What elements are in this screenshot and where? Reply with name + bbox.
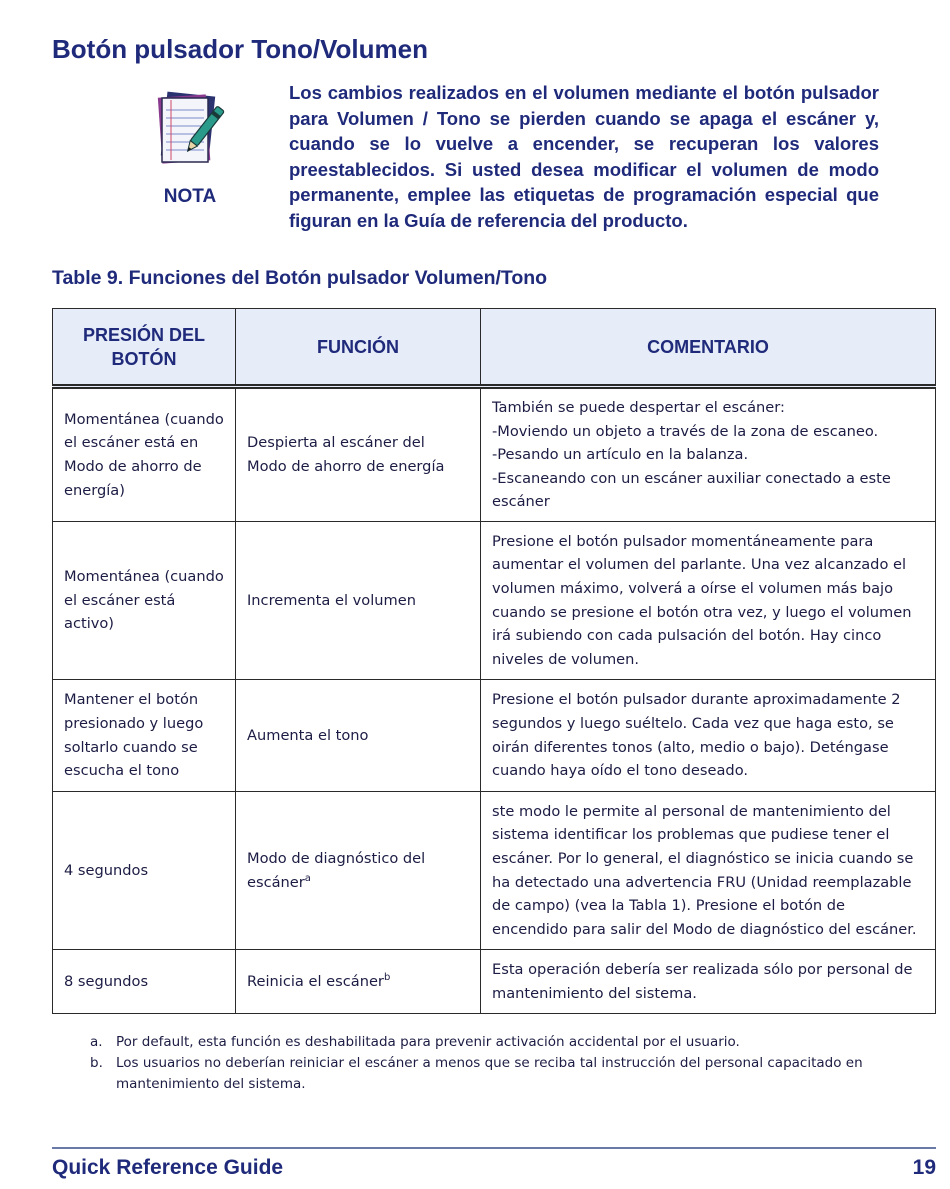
functions-table — [52, 308, 936, 1014]
header-comment: COMENTARIO — [481, 309, 936, 387]
header-press: PRESIÓN DEL BOTÓN — [53, 309, 236, 387]
table-row — [53, 792, 936, 950]
page-number: 19 — [912, 1156, 936, 1179]
press-cell: Mantener el botón presionado y luego soltarlo cuando se escucha el tono — [53, 680, 236, 792]
comment-line: Presione el botón pulsador durante aproximadamente 2 segundos y luego suéltelo. Cada vez que haga esto, se oirán diferentes tonos (alto, medio o bajo). Deténgase cuando haya oído el tono deseado. — [492, 691, 901, 780]
notepad-pen-icon — [150, 88, 230, 172]
comment-cell — [481, 522, 936, 680]
table-caption: Table 9. Funciones del Botón pulsador Volumen/Tono — [52, 267, 548, 289]
footnote — [90, 1032, 910, 1053]
function-cell — [236, 792, 481, 950]
press-cell: Momentánea (cuando el escáner está en Modo de ahorro de energía) — [53, 387, 236, 522]
comment-line: ste modo le permite al personal de mantenimiento del sistema identificar los problemas que pudiese tener el escáner. Por lo general, el diagnóstico se inicia cuando se ha detectado una advertencia FRU (Unidad reemplazable de campo) (vea la Tabla 1). Presione el botón de encendido para salir del Modo de diagnóstico del escáner. — [492, 802, 917, 938]
footnote-text: Por default, esta función es deshabilitada para prevenir activación accidental por el usuario. — [116, 1034, 740, 1050]
footnote-mark: a. — [90, 1034, 103, 1050]
function-text: Aumenta el tono — [247, 726, 369, 744]
note-text: Los cambios realizados en el volumen mediante el botón pulsador para Volumen / Tono se pierden cuando se apaga el escáner y, cuando se lo vuelve a encender, se recuperan los valores preestablecidos. Si usted desea modificar el volumen de modo permanente, emplee las etiquetas de programación especial que figuran en la Guía de referencia del producto. — [289, 82, 879, 231]
footer-title: Quick Reference Guide — [52, 1156, 284, 1179]
comment-line: -Moviendo un objeto a través de la zona de escaneo. — [492, 422, 879, 440]
comment-line: También se puede despertar el escáner: — [492, 399, 785, 417]
table-row — [53, 522, 936, 680]
note-label: NOTA — [163, 186, 217, 207]
footnote-ref: b — [383, 971, 391, 983]
function-text: Despierta al escáner del Modo de ahorro de energía — [247, 434, 445, 475]
function-text: Modo de diagnóstico del escáner — [247, 849, 426, 891]
section-title: Botón pulsador Tono/Volumen — [52, 34, 428, 64]
comment-cell — [481, 792, 936, 950]
comment-cell — [481, 387, 936, 522]
comment-line: Presione el botón pulsador momentáneamente para aumentar el volumen del parlante. Una vez alcanzado el volumen máximo, volverá a oírse el volumen más bajo cuando se presione el botón otra vez, y luego el volumen irá subiendo con cada pulsación del botón. Hay cinco niveles de volumen. — [492, 532, 912, 668]
table-row — [53, 387, 936, 522]
table-row — [53, 950, 936, 1014]
header-function: FUNCIÓN — [236, 309, 481, 387]
comment-cell — [481, 950, 936, 1014]
footnote-mark: b. — [90, 1055, 103, 1071]
function-text: Incrementa el volumen — [247, 591, 416, 609]
footnote-text: Los usuarios no deberían reiniciar el escáner a menos que se reciba tal instrucción del personal capacitado en mantenimiento del sistema. — [116, 1055, 863, 1092]
footnote — [90, 1053, 910, 1095]
function-text: Reinicia el escáner — [247, 972, 384, 990]
comment-line: -Escaneando con un escáner auxiliar conectado a este escáner — [492, 469, 891, 511]
footnotes — [90, 1032, 910, 1095]
press-cell: 4 segundos — [53, 792, 236, 950]
comment-line: Esta operación debería ser realizada sólo por personal de mantenimiento del sistema. — [492, 960, 913, 1002]
table-header-row — [53, 309, 936, 387]
table-row — [53, 680, 936, 792]
press-cell: Momentánea (cuando el escáner está activo) — [53, 522, 236, 680]
function-cell — [236, 522, 481, 680]
comment-cell — [481, 680, 936, 792]
footnote-ref: a — [304, 872, 311, 884]
function-cell — [236, 387, 481, 522]
footer-divider — [52, 1147, 936, 1149]
press-cell: 8 segundos — [53, 950, 236, 1014]
comment-line: -Pesando un artículo en la balanza. — [492, 446, 749, 464]
function-cell — [236, 680, 481, 792]
function-cell — [236, 950, 481, 1014]
